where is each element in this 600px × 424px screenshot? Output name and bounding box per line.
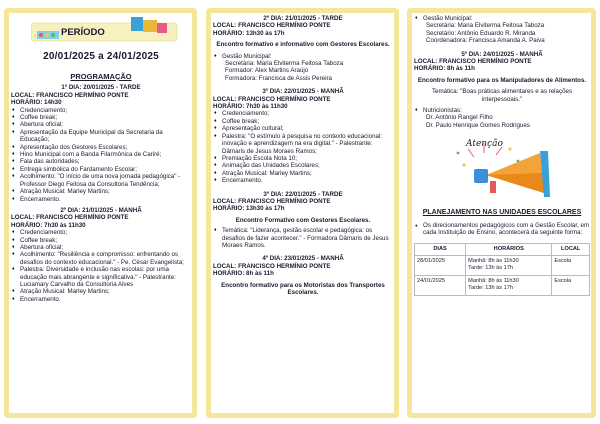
list-item: ♦ Encerramento. (20, 196, 191, 203)
list-item: ♦ Hino Municipal com a Banda Filarmônica de Cariré; (20, 151, 191, 158)
person-line: Secretária: Maria Elviterma Feitosa Taboza (225, 60, 344, 68)
megaphone-banner (414, 135, 590, 205)
list-item: ♦ Acolhimento: "Resiliência e compromisso: enfrentando os desafios do contexto educacional." - Pe. César Evangelista; (20, 251, 191, 266)
list-item: ♦ Premiação Escola Nota 10; (222, 155, 393, 162)
person-line: Secretário: Antônio Eduardo R. Miranda (426, 29, 536, 37)
list-item: ♦ Gestão Municipal: (222, 53, 393, 60)
list-item: ♦ Abertura oficial; (20, 244, 191, 251)
planejamento-title: PLANEJAMENTO NAS UNIDADES ESCOLARES (422, 209, 582, 217)
gestao-people (414, 22, 590, 44)
header-local: LOCAL (552, 243, 590, 255)
banner-word: Atenção (466, 139, 503, 150)
d3t-title: 3º DIA: 22/01/2025 - TARDE (263, 190, 343, 198)
d4m-horario: HORÁRIO: 8h às 11h (213, 270, 274, 278)
panel-left (4, 8, 197, 418)
day1-list (11, 107, 191, 203)
period-dates: 20/01/2025 a 24/01/2025 (43, 51, 159, 62)
d2t-local: LOCAL: FRANCISCO HERMÍNIO PONTE (213, 22, 331, 30)
day1-local: LOCAL: FRANCISCO HERMÍNIO PONTE (11, 91, 129, 99)
list-item: ♦ Palestra: "O estímulo à pesquisa no contexto educacional: inovação e aprendizagem na era digital." - Palestrante: Dâmaris de Jesus Moraes Ramos; (222, 133, 393, 155)
d5m-tematica: Temática: "Boas práticas alimentares e as relações interpessoais." (431, 88, 573, 103)
person-line: Formador: Alex Martins Araújo (225, 67, 309, 75)
cell-local: Escola (552, 275, 590, 295)
panel-middle (206, 8, 399, 418)
list-item: ♦ Encerramento. (20, 296, 191, 303)
list-item: ♦ Credenciamento; (20, 107, 191, 114)
periodo-label: PERÍODO (61, 27, 105, 38)
d2t-people (213, 60, 393, 82)
gestao-list (414, 15, 590, 22)
list-item: ♦ Coffee break; (20, 237, 191, 244)
d2t-list (213, 53, 393, 60)
list-item: ♦ Apresentação dos Gestores Escolares; (20, 144, 191, 151)
plan-list (414, 222, 590, 237)
day2-horario: HORÁRIO: 7h30 às 11h30 (11, 221, 86, 229)
list-item: ♦ Acolhimento: "O início de uma nova jornada pedagógica" - Professor Diego Feitosa da Consultoria Tendência; (20, 173, 191, 188)
list-item: ♦ Abertura oficial; (20, 121, 191, 128)
person-line: Coordenadora: Francisca Amanda A. Paiva (426, 37, 545, 45)
d2t-horario: HORÁRIO: 13h30 às 17h (213, 29, 285, 37)
d3t-encontro: Encontro Formativo com Gestores Escolares. (235, 216, 371, 224)
list-item: ♦ Animação das Unidades Escolares; (222, 162, 393, 169)
cell-horarios: Manhã: 8h às 11h30 Tarde: 13h às 17h (466, 275, 552, 295)
person-line: Dr. Paulo Henrique Gomes Rodrigues (426, 121, 530, 129)
list-item: ♦ Credenciamento; (20, 229, 191, 236)
cell-dias: 24/01/2025 (415, 275, 466, 295)
nutri-people (414, 114, 590, 129)
d3t-list (213, 227, 393, 249)
d4m-encontro: Encontro formativo para os Motoristas dos Transportes Escolares. (221, 281, 385, 296)
day2-title: 2º DIA: 21/01/2025 - MANHÃ (60, 206, 142, 214)
list-item: ♦ Atração Musical: Marley Martins; (222, 170, 393, 177)
list-item: ● Os direcionamentos pedagógicos com a Gestão Escolar, em cada Instituição de Ensino, acontecerá da seguinte forma: (423, 222, 590, 237)
day2-local: LOCAL: FRANCISCO HERMÍNIO PONTE (11, 214, 129, 222)
d3m-list (213, 110, 393, 184)
period-header (11, 15, 191, 65)
list-item: ♦ Apresentação cultural; (222, 125, 393, 132)
list-item: ♦ Credenciamento; (222, 110, 393, 117)
list-item: ♦ Fala das autoridades; (20, 158, 191, 165)
list-item: ♦ Atração Musical: Marley Martins; (20, 288, 191, 295)
d3m-local: LOCAL: FRANCISCO HERMÍNIO PONTE (213, 95, 331, 103)
cell-local: Escola (552, 255, 590, 275)
d5m-title: 5º DIA: 24/01/2025 - MANHÃ (461, 50, 543, 58)
table-row (415, 255, 590, 275)
schedule-table (414, 243, 590, 296)
list-item: ♦ Coffee break; (222, 118, 393, 125)
d2t-encontro: Encontro formativo e informativo com Gestores Escolares. (216, 41, 390, 49)
list-item: ♦ Palestra: Diversidade e inclusão nas escolas: por uma educação mais abrangente e significativa." - Palestrante: Luciamary Carvalho da Consultoria Alves (20, 266, 191, 288)
cell-horarios: Manhã: 8h às 11h30 Tarde: 13h às 17h (466, 255, 552, 275)
d5m-horario: HORÁRIO: 8h às 11h (414, 65, 475, 73)
list-item: ♦ Coffee break; (20, 114, 191, 121)
d3t-local: LOCAL: FRANCISCO HERMÍNIO PONTE (213, 197, 331, 205)
megaphone-icon (444, 135, 574, 205)
d3m-horario: HORÁRIO: 7h30 às 11h30 (213, 103, 288, 111)
list-item: ♦ Apresentação da Equipe Municipal da Secretaria da Educação; (20, 129, 191, 144)
person-line: Formadora: Francisca de Assis Pereira (225, 74, 332, 82)
list-item: ♦ Gestão Municipal: (423, 15, 590, 22)
cell-dias: 28/01/2025 (415, 255, 466, 275)
panel-right (407, 8, 596, 418)
d4m-local: LOCAL: FRANCISCO HERMÍNIO PONTE (213, 262, 331, 270)
list-item: ♦ Atração Musical: Marley Martins; (20, 188, 191, 195)
day1-title: 1º DIA: 20/01/2025 - TARDE (61, 84, 141, 92)
table-header-row (415, 243, 590, 255)
d3m-title: 3º DIA: 22/01/2025 - MANHÃ (262, 88, 344, 96)
person-line: Dr. Antônio Rangel Filho (426, 114, 493, 122)
list-item: ♦ Temática: "Liderança, gestão escolar e pedagógica: os desafios de fazer acontecer." - Formadora Dâmaris de Jesus Moraes Ramos. (222, 227, 393, 249)
d5m-encontro: Encontro formativo para os Manipuladores de Alimentos. (417, 76, 587, 84)
day2-list (11, 229, 191, 303)
list-item: ♦ Nutricionistas: (423, 107, 590, 114)
day1-horario: HORÁRIO: 14h30 (11, 99, 62, 107)
list-item: ♦ Encerramento. (222, 177, 393, 184)
header-dias: DIAS (415, 243, 466, 255)
nutri-list (414, 107, 590, 114)
d5m-local: LOCAL: FRANCISCO HERMÍNIO PONTE (414, 58, 532, 66)
list-item: ♦ Entrega simbólica do Fardamento Escolar; (20, 166, 191, 173)
d3t-horario: HORÁRIO: 13h30 às 17h (213, 205, 285, 213)
header-horarios: HORÁRIOS (466, 243, 552, 255)
programacao-title: PROGRAMAÇÃO (70, 72, 132, 81)
d2t-title: 2º DIA: 21/01/2025 - TARDE (263, 15, 343, 22)
d4m-title: 4º DIA: 23/01/2025 - MANHÃ (262, 255, 344, 263)
table-row (415, 275, 590, 295)
person-line: Secretária: Maria Elviterma Feitosa Taboza (426, 22, 545, 30)
